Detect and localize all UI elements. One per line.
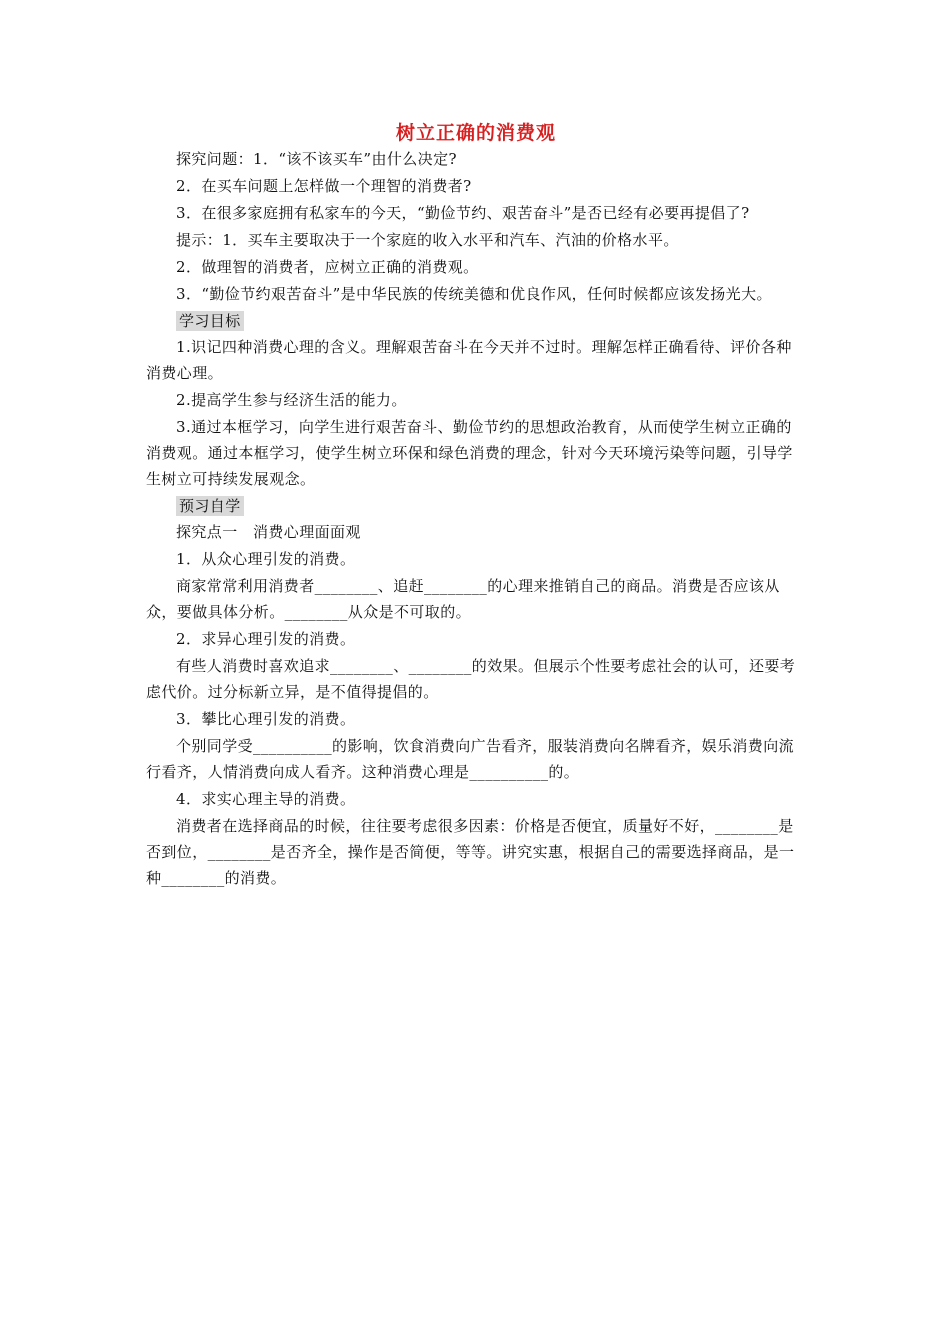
hint-line: 2．做理智的消费者，应树立正确的消费观。 bbox=[176, 258, 479, 276]
hint-line: 提示：1．买车主要取决于一个家庭的收入水平和汽车、汽油的价格水平。 bbox=[176, 231, 679, 249]
fill-in-paragraph: 商家常常利用消费者________、追赶________的心理来推销自己的商品。消费是否应该从众，要做具体分析。________从众是不可取的。 bbox=[146, 577, 780, 621]
question-line: 3．在很多家庭拥有私家车的今天，“勤俭节约、艰苦奋斗”是否已经有必要再提倡了? bbox=[176, 204, 750, 222]
section-heading-goals: 学习目标 bbox=[176, 308, 806, 334]
page-title: 树立正确的消费观 bbox=[395, 122, 556, 144]
fill-in-paragraph: 个别同学受__________的影响，饮食消费向广告看齐，服装消费向名牌看齐，娱乐消费向流行看齐，人情消费向成人看齐。这种消费心理是__________的。 bbox=[146, 737, 795, 781]
document-body bbox=[146, 118, 806, 892]
hint-line: 3．“勤俭节约艰苦奋斗”是中华民族的传统美德和优良作风，任何时候都应该发扬光大。 bbox=[176, 285, 772, 303]
goal-item: 1.识记四种消费心理的含义。理解艰苦奋斗在今天并不过时。理解怎样正确看待、评价各种消费心理。 bbox=[146, 338, 792, 382]
section-heading-preview: 预习自学 bbox=[176, 493, 806, 519]
subsection-title: 探究点一 消费心理面面观 bbox=[176, 523, 361, 541]
question-line: 探究问题：1．“该不该买车”由什么决定? bbox=[176, 150, 457, 168]
fill-in-paragraph: 有些人消费时喜欢追求________、________的效果。但展示个性要考虑社会的认可，还要考虑代价。过分标新立异，是不值得提倡的。 bbox=[146, 657, 796, 701]
item-heading: 1．从众心理引发的消费。 bbox=[176, 550, 356, 568]
goal-item: 2.提高学生参与经济生活的能力。 bbox=[176, 391, 407, 409]
goal-item: 3.通过本框学习，向学生进行艰苦奋斗、勤俭节约的思想政治教育，从而使学生树立正确的消费观。通过本框学习，使学生树立环保和绿色消费的理念，针对今天环境污染等问题，引导学生树立可持续发展观念。 bbox=[146, 418, 793, 488]
item-heading: 2．求异心理引发的消费。 bbox=[176, 630, 356, 648]
item-heading: 3．攀比心理引发的消费。 bbox=[176, 710, 356, 728]
item-heading: 4．求实心理主导的消费。 bbox=[176, 790, 356, 808]
question-line: 2．在买车问题上怎样做一个理智的消费者? bbox=[176, 177, 472, 195]
fill-in-paragraph: 消费者在选择商品的时候，往往要考虑很多因素：价格是否便宜，质量好不好，________是否到位，________是否齐全，操作是否简便，等等。讲究实惠，根据自己的需要选择商品，是一种________的消费。 bbox=[146, 817, 795, 887]
